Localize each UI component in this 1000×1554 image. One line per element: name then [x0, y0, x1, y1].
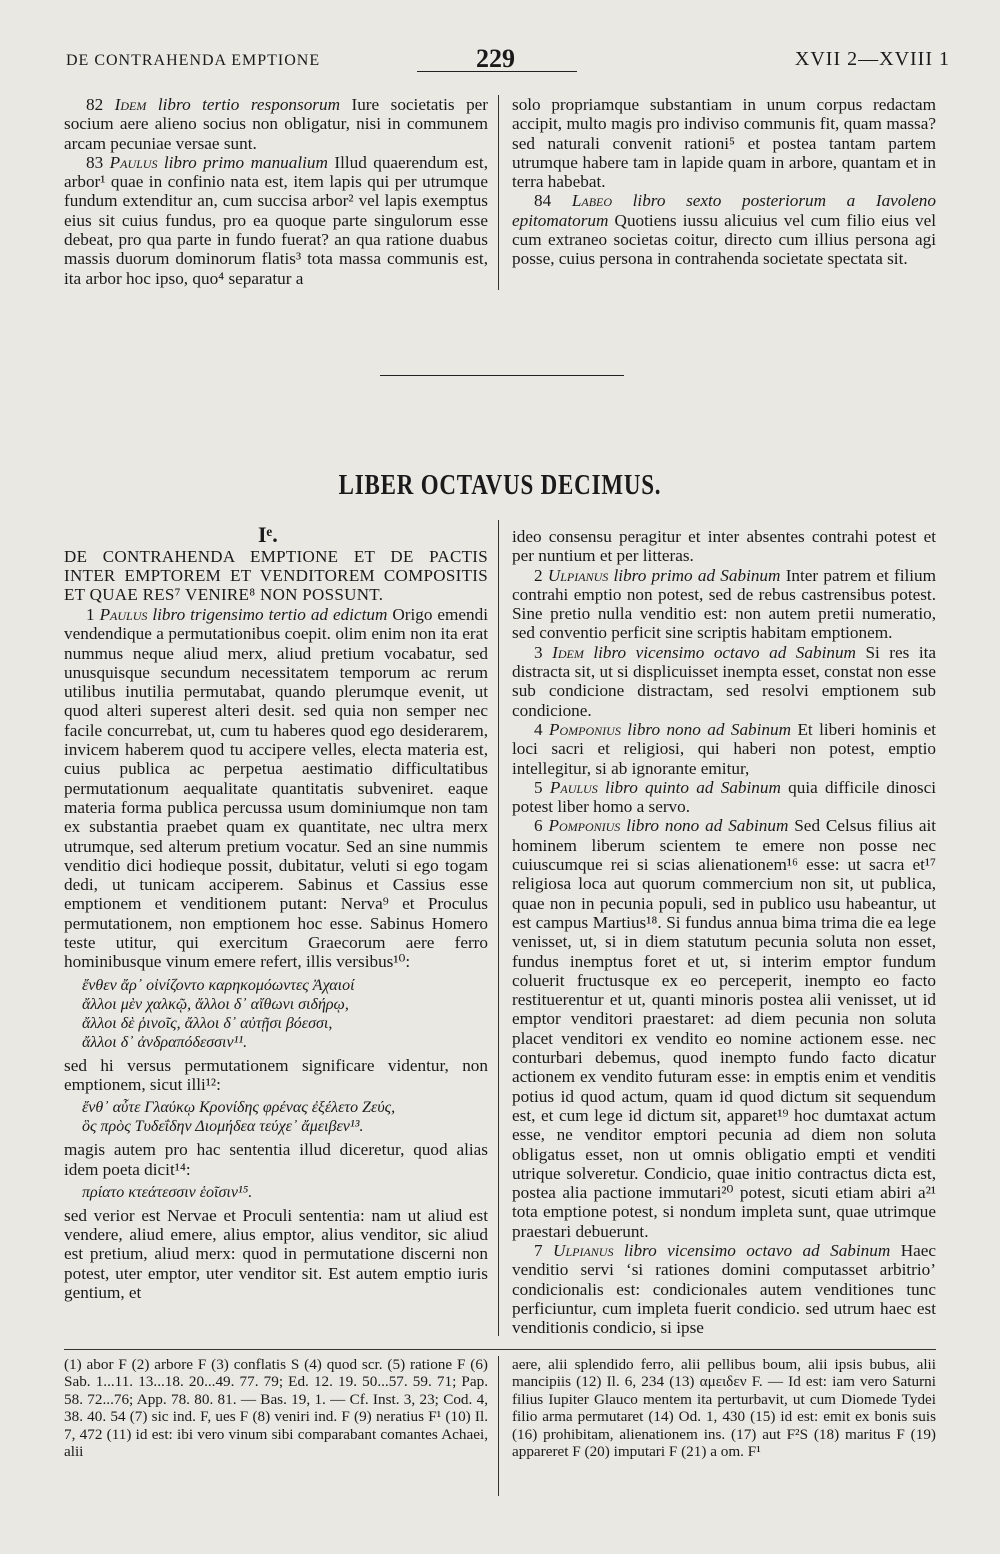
verse-line: ἄλλοι μὲν χαλκῷ, ἄλλοι δ᾽ αἴθωνι σιδήρῳ,: [82, 995, 349, 1013]
continued-text: solo propriamque substantiam in unum corpus redactam accipit, multo magis pro indiviso communis fit, quam massa? sed naturali convenit rationi⁵ et postea tantam partem utrumque habere tam in lapide quam in arbore, quantam et in terra habebat.: [512, 95, 936, 192]
fragment-1: 1 Paulus libro trigensimo tertio ad edictum Origo emendi vendendique a permutationibus coepit. olim enim non ita erat nummus neque aliud merx, aliud pretium vocabatur, sed unusquisque secundum necessitatem temporum ac rerum utilibus inutilia permutabat, quando plerumque evenit, ut quod alteri superest alteri desit. sed quia non semper nec facile concurrebat, ut, cum tu haberes quod ego desiderarem, invicem haberem quod tu accipere velles, electa materia est, cuius publica ac perpetua aestimatio difficultatibus permutationum aequalitate quantitatis subveniret. eaque materia forma publica percussa usum dominiumque non tam ex substantia praebet quam ex quantitate, nec ultra merx utrumque, sed alterum pretium vocatur. Sed an sine nummis venditio dici hodieque possit, dubitatur, veluti si ego togam dedi, ut tunicam acciperem. Sabinus et Cassius esse emptionem et venditionem putant: Nerva⁹ et Proculus permutationem, non emptionem hoc esse. Sabinus Homero teste utitur, qui exercitum Graecorum aere ferro hominibusque vinum emere refert, illis versibus¹⁰:: [64, 605, 488, 972]
fragment-text: Iure societatis per socium aere alieno socius non obligatur, nisi in communem arcam pecuniae versae sunt.: [64, 95, 489, 153]
fragment-83: 83 Paulus libro primo manualium Illud quaerendum est, arbor¹ quae in confinio nata est, item lapis qui per utrumque fundum extenditur an, cum succisa arbor² vel lapis exemptus eius sit cuius fundus, pro ea quoque parte singulorum esse debeat, pro qua parte in fundo fuerat? an qua ratione duabus massis duorum dominorum flatis³ tota massa communis est, ita arbor hoc ipso, quo⁴ separatur a: [64, 152, 488, 288]
fragment-text: Origo emendi vendendique a permutationibus coepit. olim enim non ita erat nummus neque aliud merx, aliud pretium vocabatur, sed unusquisque secundum necessitatem temporum ac rerum utilibus inutilia permutabat, quando plerumque evenit, ut quod alteri superest alteri desit. sed quia non semper nec facile concurrebat, ut, cum tu haberes quod ego desiderarem, invicem haberem quod tu accipere velles, electa materia est, cuius publica ac perpetua aestimatio difficultatibus permutationum aequalitate quantitatis subveniret. eaque materia forma publica percussa usum dominiumque non tam ex substantia praebet quam ex quantitate, nec ultra merx utrumque, sed alterum pretium vocatur. Sed an sine nummis venditio dici hodieque possit, dubitatur, veluti si ego togam dedi, ut tunicam acciperem. Sabinus et Cassius esse emptionem et venditionem putant: Nerva⁹ et Proculus permutationem, non emptionem hoc esse. Sabinus Homero teste utitur, qui exercitum Graecorum aere ferro hominibusque vinum emere refert, illis versibus¹⁰:: [64, 605, 488, 972]
main-right-column: [512, 527, 936, 1337]
author-name: Paulus: [109, 152, 158, 172]
top-left-column: [64, 95, 488, 288]
footnotes-right: aere, alii splendido ferro, alii pellibus boum, alii ipsis bubus, alii mancipiis (12) Il. 6, 234 (13) αμειδεν F. — Id est: iam vero Saturni filius Iupiter Glauco mentem ita perturbavit, ut cum Diomede Tydei filio arma permutaret (14) Od. 1, 430 (15) id est: emit ex bonis suis (16) prohibitam, alienationem ins. (17) aut F²S (18) maritus F (19) appareret F (20) imputari F (21) a om. F¹: [512, 1356, 936, 1461]
column-divider: [498, 95, 499, 290]
work-title: libro primo manualium: [163, 152, 328, 172]
work-title: libro nono ad Sabinum: [626, 816, 789, 836]
fragment-84: 84 Labeo libro sexto posteriorum a Iavoleno epitomatorum Quotiens iussu alicuius vel cum filio eius vel cum extraneo societas coitur, directo cum illius persona agi posse, cuius persona in contrahenda societate spectata sit.: [512, 191, 937, 269]
column-divider: [498, 520, 499, 1336]
body-text: sed hi versus permutationem significare videntur, non emptionem, sicut illi¹²:: [64, 1055, 488, 1094]
section-reference: XVII 2—XVIII 1: [794, 48, 950, 70]
verse-line: ἄλλοι δ᾽ ἀνδραπόδεσσιν¹¹.: [82, 1033, 248, 1051]
work-title: libro tertio responsorum: [157, 95, 340, 114]
continued-text: ideo consensu peragitur et inter absentes contrahi potest et per nuntium et per litteras.: [512, 527, 936, 566]
column-divider: [498, 1356, 499, 1496]
verse-line: ἔνθ᾽ αὖτε Γλαύκῳ Κρονίδης φρένας ἐξέλετο Ζεύς,: [82, 1099, 396, 1117]
author-name: Labeo: [571, 191, 613, 211]
section-separator: [380, 375, 624, 376]
header-rule: [417, 71, 577, 72]
fragment-text: Et liberi hominis et loci sacri et religiosi, qui haberi non potest, emptio intellegitur, si ab ignorante emitur,: [512, 719, 937, 778]
body-text: magis autem pro hac sententia illud diceretur, quod alias idem poeta dicit¹⁴:: [64, 1140, 488, 1179]
main-left-column: [64, 605, 488, 1302]
fragment-text: Illud quaerendum est, arbor¹ quae in confinio nata est, item lapis qui per utrumque fundum extenditur an, cum succisa arbor² vel lapis exemptus eius sit cuius fundus, pro ea quoque parte singulorum esse debeat, pro qua parte in fundo fuerat? an qua ratione duabus massis duorum dominorum flatis³ tota massa communis est, ita arbor hoc ipso, quo⁴ separatur a: [64, 152, 488, 288]
greek-verse-block: [64, 976, 488, 1052]
work-title: libro sexto posteriorum a Iavoleno epitomatorum: [512, 191, 936, 230]
work-title: libro primo ad Sabinum: [613, 565, 781, 585]
fragment-2: 2 Ulpianus libro primo ad Sabinum Inter patrem et filium contrahi emptio non potest, sed de rebus castrensibus potest. Sine pretio nulla venditio est: non autem pretii numeratio, sed conventio perficit sine scriptis habitam emptionem.: [512, 565, 937, 643]
work-title: libro quinto ad Sabinum: [605, 777, 781, 797]
author-name: Idem: [114, 95, 147, 114]
fragment-7: 7 Ulpianus libro vicensimo octavo ad Sabinum Haec venditio servi ‘si rationes domini computasset arbitrio’ condicionalis est: condicionales autem venditiones tunc perficiuntur, cum impleta fuerit condicio. sed utrum haec est venditionis condicio, si ipse: [512, 1240, 937, 1338]
author-name: Pomponius: [549, 719, 621, 739]
top-right-column: [512, 95, 936, 269]
author-name: Paulus: [99, 605, 148, 624]
title-rubric: DE CONTRAHENDA EMPTIONE ET DE PACTIS INTER EMPTOREM ET VENDITOREM COMPOSITIS ET QUAE RES⁷ VENIRE⁸ NON POSSUNT.: [64, 547, 488, 604]
author-name: Paulus: [549, 777, 598, 797]
verse-line: ἄλλοι δὲ ῥινοῖς, ἄλλοι δ᾽ αὐτῇσι βόεσσι,: [82, 1014, 333, 1032]
work-title: libro vicensimo octavo ad Sabinum: [623, 1240, 891, 1260]
greek-verse-block: [64, 1183, 488, 1202]
fragment-82: 82 Idem libro tertio responsorum Iure societatis per socium aere alieno socius non obligatur, nisi in communem arcam pecuniae versae sunt.: [64, 95, 489, 153]
fragment-text: Sed Celsus filius ait hominem liberum scientem te emere non posse nec cuiuscumque rei si scias alienationem¹⁶ esse: ut sacra et¹⁷ religiosa loca aut quorum commercium non sit, ut publica, quae non in pecunia populi, sed in publico usu habeantur, ut est campus Martius¹⁸. Si fundus annua bima trima die ea lege venisset, ut, si in diem statutum pecunia soluta non esset, fundus inemptus foret et ut, si interim emptor fundum coluerit fructusque ex eo perceperit, inempto eo facto restituerentur et ut, quanti minoris postea alii venisset, ut id emptor venditori praestaret: ad diem pecunia non soluta placet venditori ex vendito eo nomine actionem esse. nec conturbari debemus, quod inempto fundo facto dicatur actionem ex vendito futuram esse: in emptis enim et venditis potius id quod actum, quam id quod dictum sit sequendum est, et cum lege id dictum sit, apparet¹⁹ hoc dumtaxat actum esse, ne venditor emptori pecunia ad diem non soluta obligatus esset, non ut omnis obligatio empti et venditi utrique solveretur. Condicio, quae initio contractus dicta est, postea alia pactione immutari²⁰ potest, sicuti etiam abiri a²¹ tota emptione potest, si nondum impleta sunt, quae utrimque praestari debuerunt.: [512, 816, 937, 1241]
author-name: Ulpianus: [553, 1240, 614, 1260]
fragment-4: 4 Pomponius libro nono ad Sabinum Et liberi hominis et loci sacri et religiosi, qui haberi non potest, emptio intellegitur, si ab ignorante emitur,: [512, 719, 937, 778]
author-name: Ulpianus: [547, 565, 609, 585]
fragment-3: 3 Idem libro vicensimo octavo ad Sabinum Si res ita distracta sit, ut si displicuisset inempta esset, constat non esse sub condicione distractam, sed resolvi emptionem sub condicione.: [512, 642, 937, 720]
running-title: DE CONTRAHENDA EMPTIONE: [66, 52, 321, 69]
fragment-text: quia difficile dinosci potest liber homo a servo.: [512, 777, 937, 817]
fragment-text: Inter patrem et filium contrahi emptio non potest, sed de rebus castrensibus potest. Sine pretio nulla venditio est: non autem pretii numeratio, sed conventio perficit sine scriptis habitam emptionem.: [512, 565, 937, 643]
fragment-6: 6 Pomponius libro nono ad Sabinum Sed Celsus filius ait hominem liberum scientem te emere non posse nec cuiuscumque rei si scias alienationem¹⁶ esse: ut sacra et¹⁷ religiosa loca aut quorum commercium non sit, ut publica, quae non in pecunia populi, sed in publico usu habeantur, ut est campus Martius¹⁸. Si fundus annua bima trima die ea lege venisset, ut, si in diem statutum pecunia soluta non esset, fundus inemptus foret et ut, si interim emptor fundum coluerit fructusque ex eo perceperit, inempto eo facto restituerentur et ut, quanti minoris postea alii venisset, ut id emptor venditori praestaret: ad diem pecunia non soluta placet venditori ex vendito eo nomine actionem esse. nec conturbari debemus, quod inempto fundo facto dicatur actionem ex vendito futuram esse: in emptis enim et venditis potius id quod actum, quam id quod dictum sit sequendum est, et cum lege id dictum sit, apparet¹⁹ hoc dumtaxat actum esse, ne venditor emptori pecunia ad diem non soluta obligatus esset, non ut omnis obligatio empti et venditi utrique solveretur. Condicio, quae initio contractus dicta est, postea alia pactione immutari²⁰ potest, sicuti etiam abiri a²¹ tota emptione potest, si nondum impleta sunt, quae utrimque praestari debuerunt.: [512, 816, 937, 1241]
book-title: LIBER OCTAVUS DECIMUS.: [338, 470, 662, 501]
body-text: sed verior est Nervae et Proculi sententia: nam ut aliud est vendere, aliud emere, alius emptor, alius venditor, sic aliud est pretium, aliud merx: quod in permutatione discerni non potest, uter emptor, uter venditor sit. Est autem emptio iuris gentium, et: [64, 1205, 488, 1303]
work-title: libro trigensimo tertio ad edictum: [152, 605, 388, 624]
fragment-5: 5 Paulus libro quinto ad Sabinum quia difficile dinosci potest liber homo a servo.: [512, 777, 937, 817]
fragment-text: Quotiens iussu alicuius vel cum filio eius vel cum extraneo societas coitur, directo cum illius persona agi posse, cuius persona in contrahenda societate spectata sit.: [512, 210, 937, 269]
fragment-text: Haec venditio servi ‘si rationes domini computasset arbitrio’ condicionalis est: condicionales autem venditiones tunc perficiuntur, cum impleta fuerit condicio. sed utrum haec est venditionis condicio, si ipse: [512, 1240, 937, 1338]
verse-line: ἔνθεν ἄρ᾽ οἰνίζοντο καρηκομόωντες Ἀχαιοί: [82, 976, 355, 994]
title-number: Iᵉ.: [258, 522, 278, 547]
greek-verse-block: [64, 1098, 488, 1136]
footnotes-left: (1) abor F (2) arbore F (3) conflatis S (4) quod scr. (5) ratione F (6) Sab. 1...11. 13...18. 20...49. 77. 79; Ed. 12. 19. 50...57. 59. 71; Pap. 58. 72...76; App. 78. 80. 81. — Bas. 19, 1. — Cf. Inst. 3, 23; Cod. 4, 38. 40. 54 (7) sic ind. F, ues F (8) veniri ind. F (9) neratius F¹ (10) Il. 7, 472 (11) id est: ibi vero vinum sibi comparabant comantes Achaei, alii: [64, 1356, 488, 1461]
fragment-text: Si res ita distracta sit, ut si displicuisset inempta esset, constat non esse sub condicione distractam, sed resolvi emptionem sub condicione.: [512, 642, 937, 720]
work-title: libro vicensimo octavo ad Sabinum: [593, 642, 856, 662]
work-title: libro nono ad Sabinum: [627, 719, 792, 739]
verse-line: πρίατο κτεάτεσσιν ἑοῖσιν¹⁵.: [82, 1183, 253, 1201]
author-name: Pomponius: [548, 816, 621, 836]
footnote-rule: [64, 1349, 936, 1350]
page-number: 229: [476, 44, 515, 73]
verse-line: ὃς πρὸς Τυδεΐδην Διομήδεα τεύχε᾽ ἄμειβεν¹³.: [82, 1118, 364, 1136]
author-name: Idem: [552, 642, 584, 662]
